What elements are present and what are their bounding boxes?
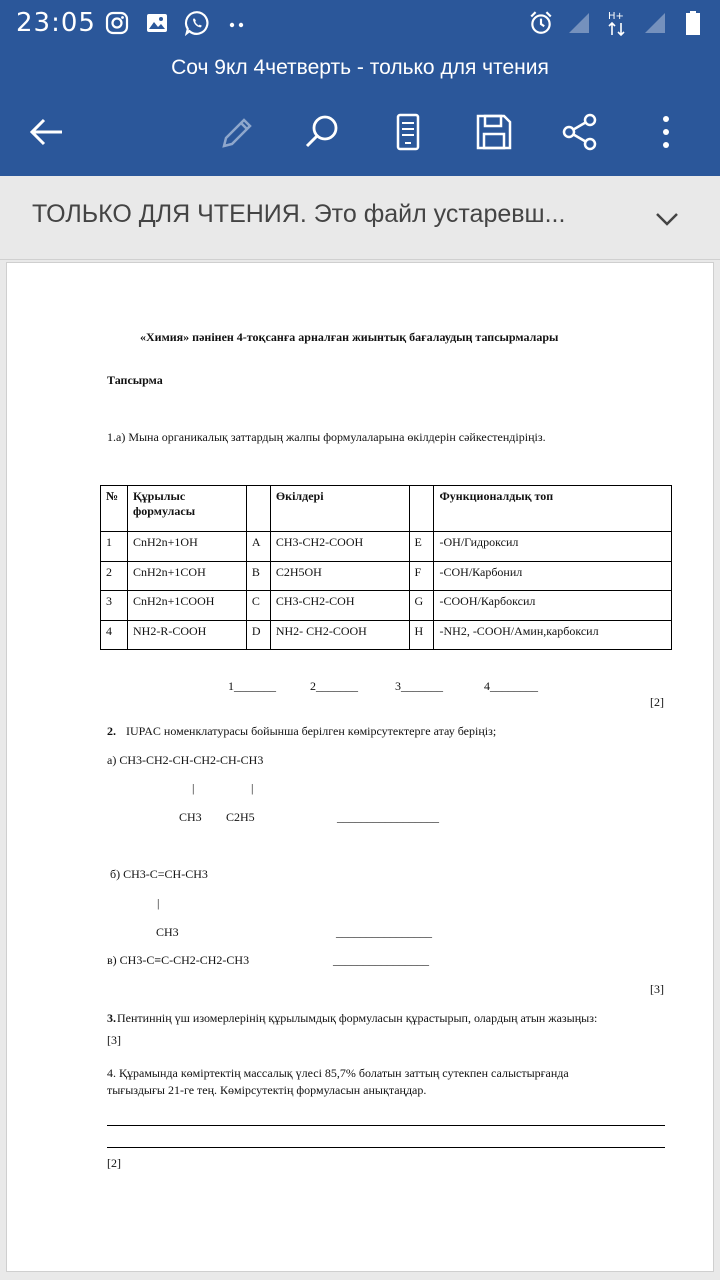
table-cell: 3: [101, 591, 128, 621]
table-header: №: [101, 486, 128, 532]
table-row: [101, 532, 672, 562]
instagram-icon: [104, 10, 130, 36]
table-cell: F: [409, 561, 434, 591]
table-cell: CH3-CH2-COH: [270, 591, 409, 621]
question-4-line-2: тығыздығы 21-ге тең. Көмірсутектің формуласын анықтаңдар.: [107, 1083, 427, 1097]
table-header: Функционалдық топ: [434, 486, 672, 532]
task-label: Тапсырма: [107, 373, 163, 387]
score-mark: [3]: [107, 1033, 121, 1047]
question-4-line-1: 4. Құрамында көміртектің массалық үлесі 85,7% болатын заттың сутекпен салыстырғанда: [107, 1066, 569, 1080]
table-cell: 2: [101, 561, 128, 591]
bond-line: |: [192, 781, 195, 795]
bond-line: |: [251, 781, 254, 795]
back-arrow-icon: [26, 112, 66, 152]
read-only-message: ТОЛЬКО ДЛЯ ЧТЕНИЯ. Это файл устаревш...: [32, 200, 566, 228]
table-cell: CnH2n+1COOH: [127, 591, 246, 621]
table-cell: G: [409, 591, 434, 621]
more-options-button[interactable]: [642, 108, 690, 156]
chevron-down-icon[interactable]: [652, 204, 682, 234]
answer-blank: ________________: [336, 925, 432, 939]
read-only-banner[interactable]: [0, 176, 720, 260]
notification-icons: [104, 10, 250, 36]
table-cell: H: [409, 620, 434, 650]
question-2-number: 2.: [107, 724, 116, 738]
edit-pencil-icon: [216, 112, 256, 152]
table-cell: B: [246, 561, 270, 591]
status-time: 23:05: [16, 8, 96, 38]
reading-view-button[interactable]: [384, 108, 432, 156]
search-icon: [302, 112, 342, 152]
question-3: Пентиннің үш изомерлерінің құрылымдық формуласын құрастырып, олардың атын жазыңыз:: [117, 1011, 598, 1025]
question-2: IUPAC номенклатурасы бойынша берілген көмірсутектерге атау беріңіз;: [126, 724, 497, 738]
question-3-number: 3.: [107, 1011, 116, 1025]
document-title: Соч 9кл 4четверть - только для чтения: [171, 56, 549, 79]
battery-icon: [680, 10, 706, 36]
answer-blank: 3_______: [395, 679, 443, 693]
gallery-icon: [144, 10, 170, 36]
table-row: [101, 620, 672, 650]
question-2a-formula: а) CH3-CH2-CH-CH2-CH-CH3: [107, 753, 264, 767]
table-cell: -NH2, -COOH/Амин,карбоксил: [434, 620, 672, 650]
answer-blank: 2_______: [310, 679, 358, 693]
table-header: [246, 486, 270, 532]
system-icons: [528, 10, 706, 36]
share-icon: [560, 112, 600, 152]
answer-line: [107, 1125, 665, 1126]
network-type-label: H+: [608, 11, 624, 22]
save-icon: [474, 112, 514, 152]
more-vert-icon: [646, 112, 686, 152]
data-arrows-icon: [604, 10, 630, 36]
table-row: [101, 561, 672, 591]
matching-table: [100, 485, 672, 650]
document-page[interactable]: [6, 262, 714, 1272]
score-mark: [2]: [650, 695, 664, 709]
question-1: 1.а) Мына органикалық заттардың жалпы формулаларына өкілдерін сәйкестендіріңіз.: [107, 430, 546, 444]
score-mark: [2]: [107, 1156, 121, 1170]
table-cell: C: [246, 591, 270, 621]
branch-group: CH3: [156, 925, 179, 939]
table-cell: NH2-R-COOH: [127, 620, 246, 650]
table-cell: -OH/Гидроксил: [434, 532, 672, 562]
bottom-edge: [0, 1274, 720, 1280]
share-button[interactable]: [556, 108, 604, 156]
more-dots-icon: [224, 10, 250, 36]
table-cell: CH3-CH2-COOH: [270, 532, 409, 562]
document-title-bar: [0, 48, 720, 88]
table-cell: 4: [101, 620, 128, 650]
signal-icon: [566, 10, 592, 36]
status-bar: [0, 0, 720, 48]
table-cell: E: [409, 532, 434, 562]
doc-heading: «Химия» пәнінен 4-тоқсанға арналған жиынтық бағалаудың тапсырмалары: [140, 330, 559, 344]
question-2c-formula: в) CH3-C≡C-CH2-CH2-CH3: [107, 953, 250, 967]
table-row: [101, 591, 672, 621]
table-header: Өкілдері: [270, 486, 409, 532]
branch-group: CH3: [179, 810, 202, 824]
table-cell: -COH/Карбонил: [434, 561, 672, 591]
signal-icon: [642, 10, 668, 36]
table-cell: 1: [101, 532, 128, 562]
table-header-row: [101, 486, 672, 532]
reading-view-icon: [388, 112, 428, 152]
bond-line: |: [157, 896, 160, 910]
answer-blank: 4________: [484, 679, 538, 693]
search-button[interactable]: [298, 108, 346, 156]
table-cell: D: [246, 620, 270, 650]
answer-blank: 1_______: [228, 679, 276, 693]
table-cell: CnH2n+1OH: [127, 532, 246, 562]
question-2b-formula: б) CH3-C=CH-CH3: [110, 867, 208, 881]
answer-blank: ________________: [333, 953, 429, 967]
table-cell: A: [246, 532, 270, 562]
whatsapp-icon: [184, 10, 210, 36]
table-cell: -COOH/Карбоксил: [434, 591, 672, 621]
alarm-icon: [528, 10, 554, 36]
score-mark: [3]: [650, 982, 664, 996]
table-cell: C2H5OH: [270, 561, 409, 591]
edit-button[interactable]: [212, 108, 260, 156]
answer-blank: _________________: [337, 810, 439, 824]
table-cell: CnH2n+1COH: [127, 561, 246, 591]
table-cell: NH2- CH2-COOH: [270, 620, 409, 650]
app-toolbar: [0, 88, 720, 176]
table-header: Құрылыс формуласы: [127, 486, 246, 532]
answer-line: [107, 1147, 665, 1148]
back-button[interactable]: [22, 108, 70, 156]
save-button[interactable]: [470, 108, 518, 156]
branch-group: C2H5: [226, 810, 255, 824]
table-header: [409, 486, 434, 532]
